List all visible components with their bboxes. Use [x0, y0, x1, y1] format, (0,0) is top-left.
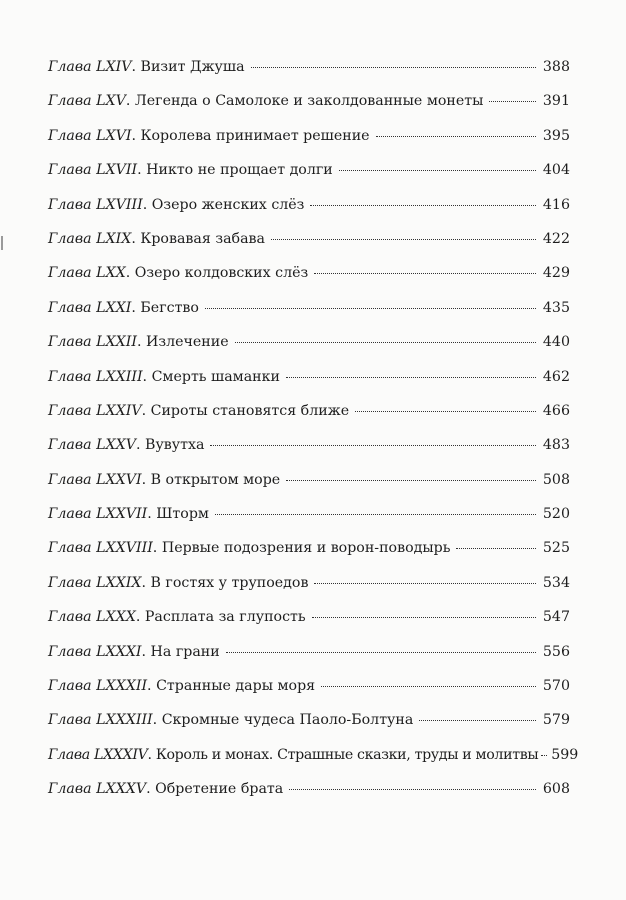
table-of-contents: [48, 59, 579, 817]
chapter-title: Королева принимает решение: [140, 127, 370, 144]
page-number: 416: [542, 196, 570, 213]
chapter-label: Глава LXXXII: [48, 678, 148, 695]
page-number: 422: [542, 230, 570, 247]
chapter-title: Сироты становятся ближе: [150, 402, 350, 419]
page-number: 395: [542, 127, 570, 144]
page-number: 483: [542, 437, 570, 454]
toc-entry[interactable]: [48, 129, 570, 163]
page-number: 462: [542, 368, 570, 385]
chapter-label: Глава LXXX: [48, 609, 136, 626]
separator: .: [146, 781, 156, 798]
separator: .: [131, 230, 141, 247]
toc-entry[interactable]: [48, 94, 570, 128]
dot-leader: [314, 273, 536, 274]
separator: .: [131, 59, 141, 75]
chapter-label: Глава LXXXV: [48, 781, 147, 798]
chapter-title: Никто не прощает долги: [146, 162, 333, 179]
chapter-label: Глава LXXI: [48, 299, 132, 316]
dot-leader: [215, 514, 536, 515]
chapter-title: Странные дары моря: [156, 678, 316, 695]
chapter-title: Визит Джуша: [140, 59, 245, 75]
separator: .: [147, 746, 156, 763]
toc-entry[interactable]: [48, 746, 579, 782]
chapter-title: Легенда о Самолоке и заколдованные монеты: [134, 93, 484, 110]
page-number: 429: [542, 265, 570, 282]
dot-leader: [489, 101, 536, 102]
toc-entry[interactable]: [48, 404, 570, 438]
dot-leader: [251, 67, 536, 68]
separator: .: [141, 643, 151, 660]
dot-leader: [289, 789, 536, 790]
toc-entry[interactable]: [48, 782, 570, 816]
separator: .: [135, 609, 145, 626]
dot-leader: [339, 170, 536, 171]
dot-leader: [310, 205, 536, 206]
toc-entry[interactable]: [48, 473, 570, 507]
page-number: 520: [542, 506, 570, 523]
dot-leader: [271, 239, 536, 240]
dot-leader: [226, 652, 536, 653]
chapter-label: Глава LXXXIII: [48, 712, 153, 729]
chapter-title: Вувутха: [145, 437, 205, 454]
dot-leader: [456, 548, 536, 549]
dot-leader: [210, 445, 536, 446]
chapter-label: Глава LXXIV: [48, 402, 142, 419]
separator: .: [136, 334, 146, 351]
page-number: 435: [542, 299, 570, 316]
chapter-label: Глава LXXVI: [48, 471, 142, 488]
chapter-title: Смерть шаманки: [151, 368, 280, 385]
chapter-label: Глава LXXVII: [48, 506, 148, 523]
chapter-title: Первые подозрения и ворон-поводырь: [161, 540, 451, 557]
dot-leader: [286, 377, 536, 378]
page-number: 534: [542, 574, 570, 591]
page-number: 440: [542, 334, 570, 351]
chapter-label: Глава LXXIX: [48, 574, 142, 591]
dot-leader: [314, 583, 536, 584]
toc-entry[interactable]: [48, 610, 570, 644]
chapter-label: Глава LXVI: [48, 127, 132, 144]
page-number: 466: [542, 402, 570, 419]
page-number: 388: [542, 59, 570, 75]
chapter-label: Глава LXIV: [48, 59, 132, 75]
dot-leader: [286, 480, 536, 481]
separator: .: [152, 540, 162, 557]
chapter-label: Глава LXVIII: [48, 196, 143, 213]
chapter-label: Глава LXVII: [48, 162, 138, 179]
page-number: 556: [542, 643, 570, 660]
toc-entry[interactable]: [48, 541, 570, 575]
separator: .: [141, 574, 151, 591]
chapter-title: В гостях у трупоедов: [150, 574, 309, 591]
page-number: 547: [542, 609, 570, 626]
dot-leader: [376, 136, 536, 137]
page-number: 508: [542, 471, 570, 488]
chapter-title: Бегство: [140, 299, 199, 316]
dot-leader: [419, 720, 536, 721]
chapter-label: Глава LXX: [48, 265, 126, 282]
dot-leader: [355, 411, 536, 412]
separator: .: [131, 299, 141, 316]
page-number: 391: [542, 93, 570, 110]
toc-entry[interactable]: [48, 60, 570, 94]
chapter-label: Глава LXXXIV: [48, 746, 148, 763]
page-number: 599: [551, 746, 579, 763]
separator: .: [135, 437, 146, 454]
separator: .: [142, 196, 152, 213]
page-edge-mark: [1, 236, 3, 250]
chapter-title: Озеро колдовских слёз: [134, 265, 309, 282]
dot-leader: [312, 617, 536, 618]
chapter-title: Шторм: [156, 506, 209, 523]
separator: .: [131, 127, 141, 144]
toc-entry[interactable]: [48, 507, 570, 541]
toc-entry[interactable]: [48, 679, 570, 713]
chapter-label: Глава LXXIII: [48, 368, 143, 385]
toc-entry[interactable]: [48, 576, 570, 610]
dot-leader: [205, 308, 536, 309]
chapter-label: Глава LXIX: [48, 230, 132, 247]
chapter-title: Излечение: [145, 334, 229, 351]
page-number: 608: [542, 781, 570, 798]
chapter-label: Глава LXXV: [48, 437, 136, 454]
dot-leader: [235, 342, 536, 343]
separator: .: [125, 265, 135, 282]
toc-entry[interactable]: [48, 198, 570, 232]
dot-leader: [321, 686, 536, 687]
separator: .: [147, 506, 157, 523]
toc-entry[interactable]: [48, 713, 570, 747]
chapter-title: Скромные чудеса Паоло-Болтуна: [161, 712, 414, 729]
page-number: 579: [542, 712, 570, 729]
chapter-label: Глава LXXVIII: [48, 540, 153, 557]
separator: .: [147, 678, 157, 695]
dot-leader: [541, 755, 547, 756]
toc-entry[interactable]: [48, 645, 570, 679]
separator: .: [125, 93, 135, 110]
chapter-title: Расплата за глупость: [144, 609, 306, 626]
toc-entry[interactable]: [48, 266, 570, 300]
page-number: 404: [542, 162, 570, 179]
separator: .: [141, 402, 151, 419]
chapter-label: Глава LXV: [48, 93, 126, 110]
chapter-label: Глава LXXXI: [48, 643, 142, 660]
separator: .: [142, 368, 152, 385]
chapter-title: Кровавая забава: [140, 230, 265, 247]
chapter-title: На грани: [150, 643, 220, 660]
separator: .: [137, 162, 147, 179]
chapter-title: Обретение брата: [155, 781, 284, 798]
chapter-label: Глава LXXII: [48, 334, 137, 351]
page-number: 570: [542, 678, 570, 695]
toc-entry[interactable]: [48, 335, 570, 369]
separator: .: [152, 712, 162, 729]
toc-entry[interactable]: [48, 163, 570, 197]
chapter-title: В открытом море: [150, 471, 281, 488]
chapter-title: Король и монах. Страшные сказки, труды и молитвы: [155, 746, 539, 763]
chapter-title: Озеро женских слёз: [151, 196, 305, 213]
page-number: 525: [542, 540, 570, 557]
toc-entry[interactable]: [48, 370, 570, 404]
toc-entry[interactable]: [48, 301, 570, 335]
toc-entry[interactable]: [48, 232, 570, 266]
separator: .: [141, 471, 151, 488]
toc-entry[interactable]: [48, 438, 570, 472]
